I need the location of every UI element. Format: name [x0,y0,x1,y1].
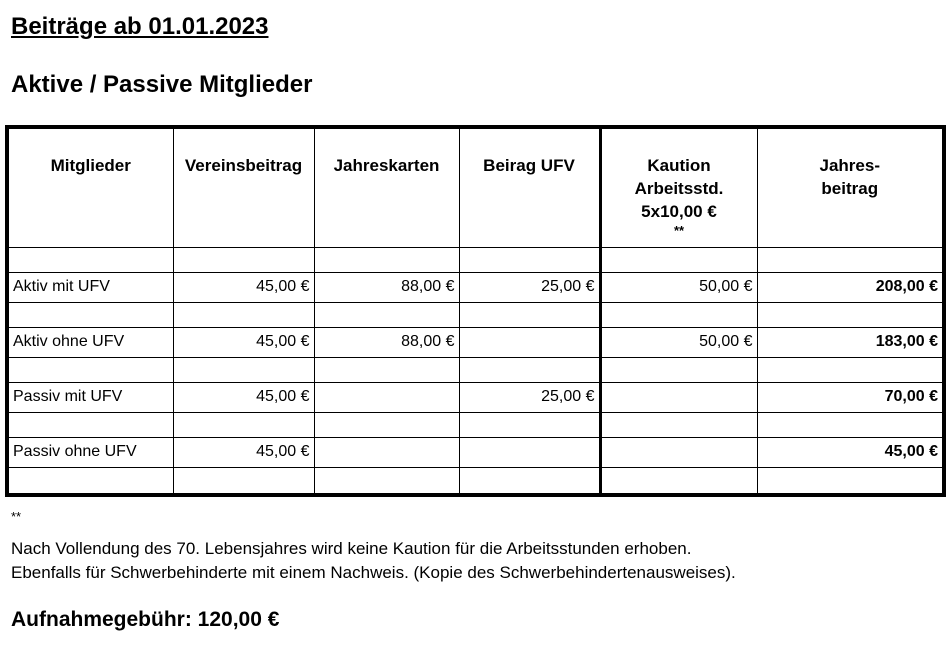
row-member: Aktiv mit UFV [7,272,173,302]
spacer-row [7,412,944,437]
row-member: Aktiv ohne UFV [7,327,173,357]
header-annual-cards: Jahreskarten [314,127,459,247]
header-annual-line1: Jahres- [819,156,880,175]
row-annual-cards [314,437,459,467]
table-row [7,272,944,302]
row-annual-cards: 88,00 € [314,327,459,357]
admission-fee: Aufnahmegebühr: 120,00 € [11,608,280,631]
row-total: 70,00 € [757,382,944,412]
header-deposit-line4: ** [673,223,685,238]
page-subtitle: Aktive / Passive Mitglieder [11,71,313,98]
table-row [7,382,944,412]
row-total: 183,00 € [757,327,944,357]
row-ufv-fee [459,327,600,357]
row-total: 45,00 € [757,437,944,467]
row-ufv-fee [459,437,600,467]
header-deposit [600,127,757,247]
header-members: Mitglieder [7,127,173,247]
row-deposit: 50,00 € [600,327,757,357]
row-ufv-fee: 25,00 € [459,382,600,412]
row-club-fee: 45,00 € [173,437,314,467]
row-club-fee: 45,00 € [173,382,314,412]
spacer-row [7,247,944,272]
table-row [7,437,944,467]
row-deposit [600,382,757,412]
header-ufv-fee: Beirag UFV [459,127,600,247]
row-annual-cards: 88,00 € [314,272,459,302]
header-annual-line2: beitrag [821,179,879,198]
footnote-mark: ** [11,509,22,524]
spacer-row [7,357,944,382]
row-deposit [600,437,757,467]
header-deposit-line1: Kaution [647,156,711,175]
header-annual-fee [757,127,944,247]
row-member: Passiv mit UFV [7,382,173,412]
fee-table [5,125,946,497]
table-row [7,327,944,357]
header-deposit-line2: Arbeitsstd. [634,179,724,198]
row-deposit: 50,00 € [600,272,757,302]
header-club-fee: Vereinsbeitrag [173,127,314,247]
header-deposit-line3: 5x10,00 € [641,202,717,221]
row-annual-cards [314,382,459,412]
row-ufv-fee: 25,00 € [459,272,600,302]
table-header-row [7,127,944,247]
spacer-row [7,302,944,327]
footnote-line-1: Nach Vollendung des 70. Lebensjahres wird keine Kaution für die Arbeitsstunden erhoben. [11,539,692,558]
page-title: Beiträge ab 01.01.2023 [11,13,269,40]
row-club-fee: 45,00 € [173,327,314,357]
row-total: 208,00 € [757,272,944,302]
footnote-line-2: Ebenfalls für Schwerbehinderte mit einem Nachweis. (Kopie des Schwerbehindertenausweises). [11,563,736,582]
row-club-fee: 45,00 € [173,272,314,302]
row-member: Passiv ohne UFV [7,437,173,467]
spacer-row [7,467,944,495]
